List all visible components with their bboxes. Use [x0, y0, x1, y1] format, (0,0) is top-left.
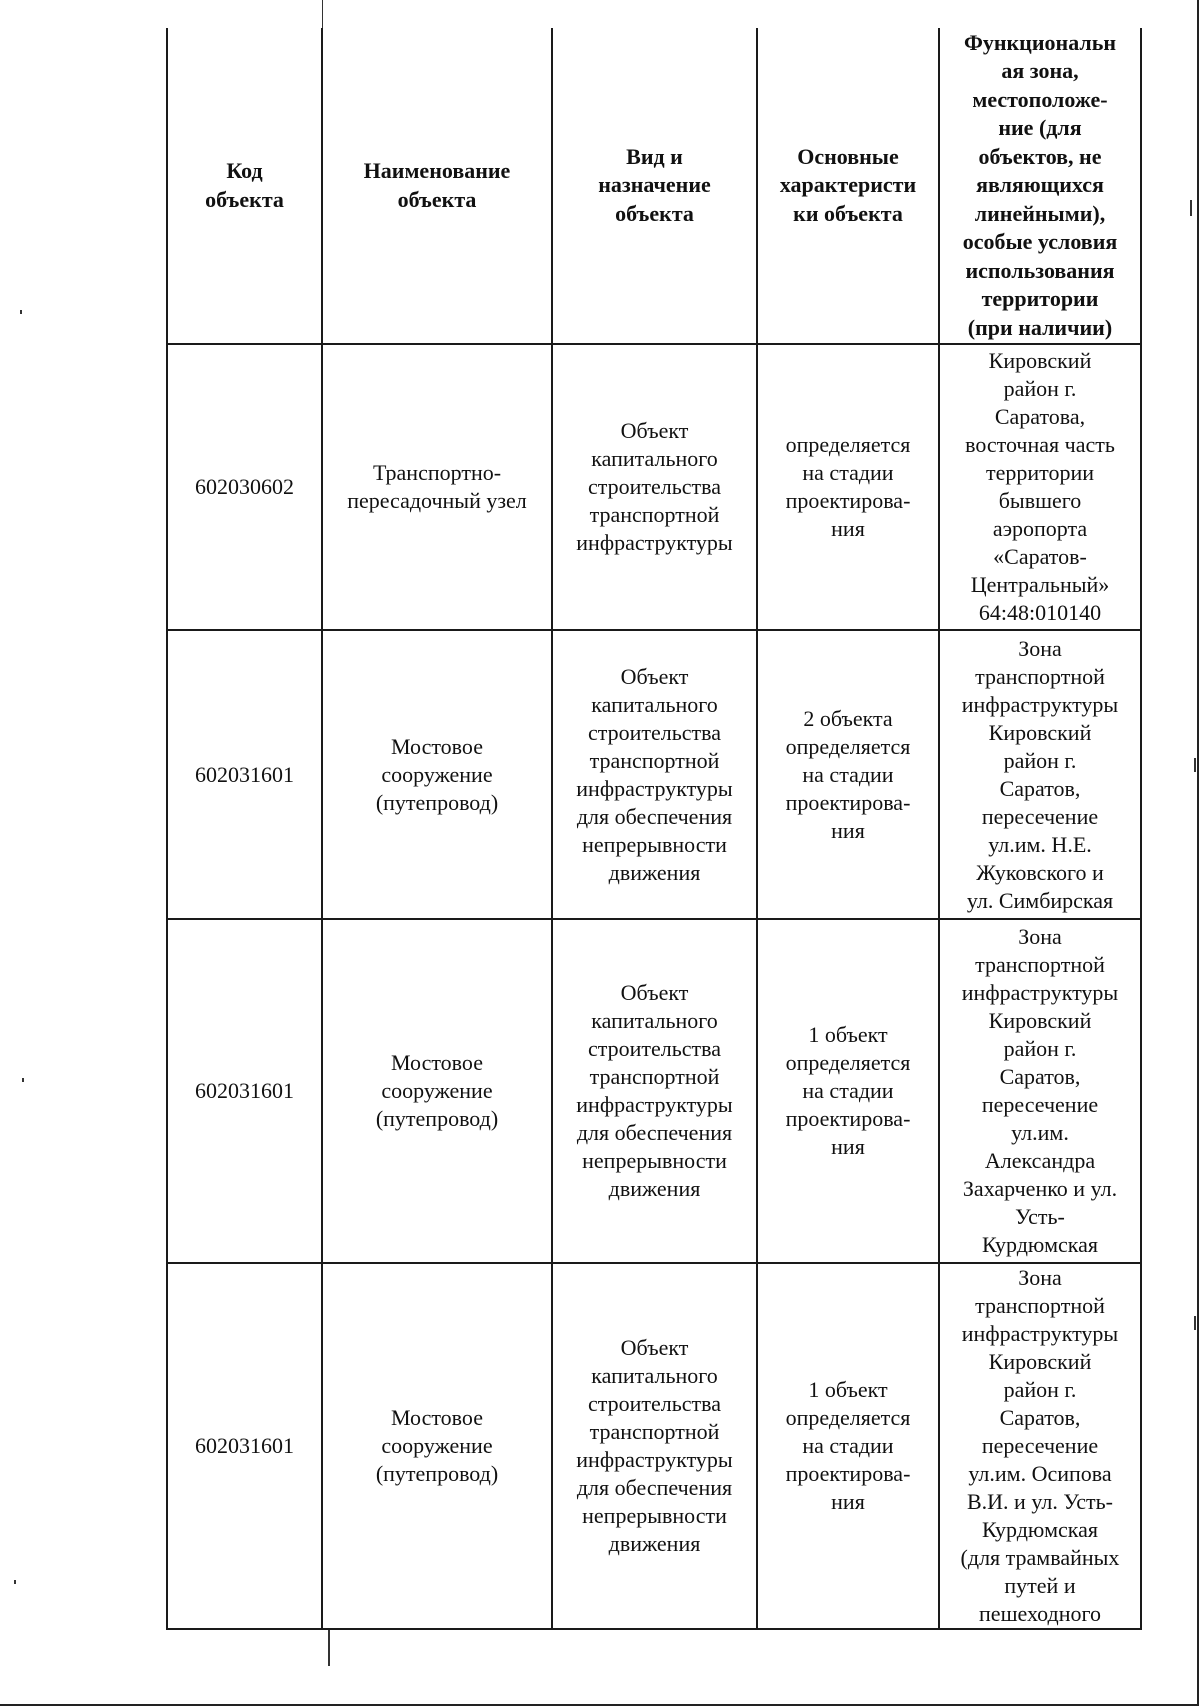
cell-characteristics: 1 объект определяется на стадии проектирова- ния — [757, 919, 939, 1263]
cell-zone: Зона транспортной инфраструктуры Кировский район г. Саратов, пересечение ул.им. Н.Е. Жуковского и ул. Симбирская — [939, 630, 1141, 919]
table-row — [167, 344, 1141, 630]
cell-type: Объект капитального строительства транспортной инфраструктуры для обеспечения непрерывности движения — [552, 1263, 757, 1629]
header-zone: Функциональн ая зона, местоположе- ние (для объектов, не являющихся линейными), особые условия использования территории (при наличии) — [939, 28, 1141, 344]
header-type: Вид и назначение объекта — [552, 28, 757, 344]
cell-code: 602031601 — [167, 1263, 322, 1629]
scan-artifact — [22, 1078, 24, 1082]
cell-code: 602030602 — [167, 344, 322, 630]
table-row — [167, 1263, 1141, 1629]
cell-name: Транспортно- пересадочный узел — [322, 344, 552, 630]
cell-zone: Зона транспортной инфраструктуры Кировский район г. Саратов, пересечение ул.им. Александра Захарченко и ул. Усть- Курдюмская — [939, 919, 1141, 1263]
cell-characteristics: определяется на стадии проектирова- ния — [757, 344, 939, 630]
table-header-row — [167, 28, 1141, 344]
header-characteristics: Основные характеристи ки объекта — [757, 28, 939, 344]
cell-type: Объект капитального строительства транспортной инфраструктуры для обеспечения непрерывности движения — [552, 630, 757, 919]
header-code: Код объекта — [167, 28, 322, 344]
scan-artifact — [1194, 1316, 1196, 1330]
scan-artifact — [328, 1630, 330, 1666]
cell-name: Мостовое сооружение (путепровод) — [322, 630, 552, 919]
cell-name: Мостовое сооружение (путепровод) — [322, 1263, 552, 1629]
cell-name: Мостовое сооружение (путепровод) — [322, 919, 552, 1263]
cell-type: Объект капитального строительства транспортной инфраструктуры — [552, 344, 757, 630]
cell-characteristics: 1 объект определяется на стадии проектирова- ния — [757, 1263, 939, 1629]
cell-zone: Кировский район г. Саратова, восточная часть территории бывшего аэропорта «Саратов- Центральный» 64:48:010140 — [939, 344, 1141, 630]
cell-type: Объект капитального строительства транспортной инфраструктуры для обеспечения непрерывности движения — [552, 919, 757, 1263]
cell-characteristics: 2 объекта определяется на стадии проектирова- ния — [757, 630, 939, 919]
scan-artifact — [1194, 758, 1196, 772]
objects-table — [166, 28, 1142, 1630]
table-row — [167, 630, 1141, 919]
scan-artifact — [20, 310, 22, 314]
cell-zone: Зона транспортной инфраструктуры Кировский район г. Саратов, пересечение ул.им. Осипова В.И. и ул. Усть- Курдюмская (для трамвайных путей и пешеходного — [939, 1263, 1141, 1629]
table-row — [167, 919, 1141, 1263]
header-name: Наименование объекта — [322, 28, 552, 344]
scan-artifact — [1190, 200, 1192, 216]
cell-code: 602031601 — [167, 919, 322, 1263]
cell-code: 602031601 — [167, 630, 322, 919]
scan-artifact — [14, 1580, 16, 1584]
